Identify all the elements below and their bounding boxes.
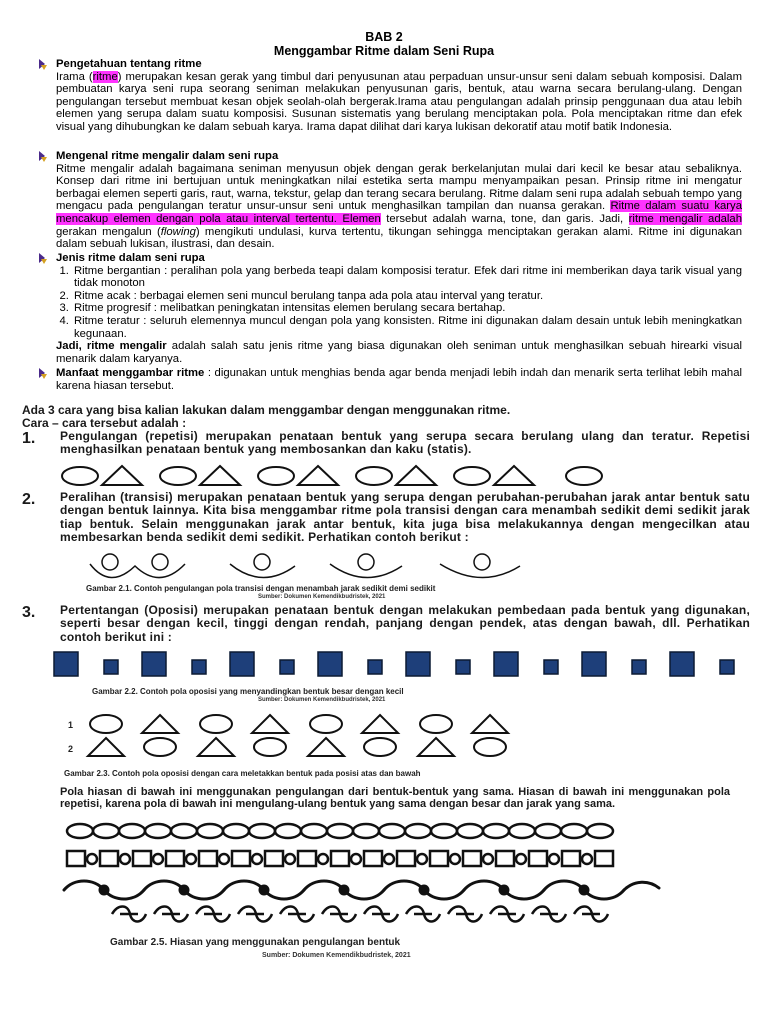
ritme-type-list: [38, 265, 742, 341]
row-label: 2: [68, 744, 74, 754]
list-item: 4. Ritme teratur : seluruh elemennya muncul dengan pola yang konsisten. Ritme ini digunakan dalam desain untuk lebih meningkatkan kegunaan.: [72, 315, 742, 340]
list-item: 2. Ritme acak : berbagai elemen seni muncul berulang tanpa ada pola atau interval yang teratur.: [72, 290, 742, 303]
opposition-position-figure: [88, 712, 528, 758]
section-heading: Mengenal ritme mengalir dalam seni rupa: [56, 150, 279, 162]
chapter-label: BAB 2: [365, 30, 403, 44]
figure-caption: Gambar 2.2. Contoh pola oposisi yang menyandingkan bentuk besar dengan kecil: [92, 687, 404, 696]
bullet-arrow-icon: [38, 59, 50, 71]
section-ritme-mengalir: [38, 150, 742, 251]
section-paragraph: Ritme mengalir adalah bagaimana seniman menyusun objek dengan gerak berkelanjutan mulai dari kecil ke besar atau sebaliknya. Konsep dari ritme ini bertujuan untuk meningkatkan nilai estetika serta mampu menyampaikan pesan. Prinsip ritme ini mengatur berbagai elemen seperti garis, raut, warna, tekstur, gelap dan terang secara berulang. Ritme dalam seni rupa adalah sebuah tempo yang mengacu pada pengulangan teratur unsur-unsur seni untuk menghasilkan tampilan dan nuansa gerakan. Ritme dalam suatu karya mencakup elemen dengan pola atau interval tertentu. Elemen tersebut adalah warna, tone, dan garis. Jadi, ritme mengalir adalah gerakan mengalun (flowing) mengikuti undulasi, kurva tertentu, tikungan sehingga menciptakan gerakan alami. Ritme ini digunakan dalam sebuah lukisan, ilustrasi, dan desain.: [56, 162, 742, 251]
figure-source: Sumber: Dokumen Kemendikbudristek, 2021: [258, 697, 386, 703]
section-paragraph: Irama (ritme) merupakan kesan gerak yang timbul dari penyusunan atau perpaduan unsur-unsur seni dalam sebuah komposisi. Dalam pembuatan karya seni rupa seorang seniman melakukan penyusunan garis, bentuk, atau warna secara berulang-ulang. Dengan pengulangan tersebut membuat kesan objek seolah-olah bergerak.Irama atau pengulangan adalah prinsip penggunaan dua atau lebih elemen yang serupa dalam suatu komposisi. Susunan sistematis yang berulang menciptakan pola. Pola menciptakan ritme dan efek visual yang dihubungkan ke dalam sebuah karya. Irama dapat dilihat dari karya lukisan dekoratif atau motif batik Indonesia.: [56, 70, 742, 133]
opposition-squares-figure: [52, 650, 752, 680]
chain-ornament-figure: [66, 822, 626, 840]
square-circle-ornament-figure: [66, 850, 616, 868]
bullet-arrow-icon: [38, 151, 50, 163]
bullet-arrow-icon: [38, 253, 50, 265]
section-heading: Jenis ritme dalam seni rupa: [56, 252, 205, 264]
repetition-shapes-figure: [58, 434, 618, 484]
figure-caption: Gambar 2.5. Hiasan yang menggunakan pengulangan bentuk: [110, 937, 401, 948]
figure-caption: Gambar 2.3. Contoh pola oposisi dengan cara meletakkan bentuk pada posisi atas dan bawah: [64, 769, 421, 778]
scroll-ornament-figure: [64, 878, 664, 902]
section-manfaat: [38, 367, 742, 392]
conclusion-paragraph: Jadi, ritme mengalir adalah salah satu jenis ritme yang biasa digunakan oleh seniman untuk menghasilkan sebuah hirearki visual menarik dalam karyanya.: [56, 340, 742, 365]
method-oposisi: 3. Pertentangan (Oposisi) merupakan penataan bentuk dengan melakukan pembedaan pada bentuk yang digunakan, seperti besar dengan kecil, tinggi dengan rendah, panjang dengan pendek, atas dengan bawah, dll. Perhatikan contoh berikut ini :: [22, 603, 750, 644]
highlighted-text: ritme mengalir adalah: [628, 212, 742, 225]
section-heading: Pengetahuan tentang ritme: [56, 58, 202, 70]
figure-caption: Gambar 2.1. Contoh pengulangan pola transisi dengan menambah jarak sedikit demi sedikit: [86, 584, 436, 593]
list-item: 3. Ritme progresif : melibatkan peningkatan intensitas elemen berulang secara bertahap.: [72, 302, 742, 315]
bullet-arrow-icon: [38, 368, 50, 380]
page-title: Menggambar Ritme dalam Seni Rupa: [273, 44, 495, 58]
figure-source: Sumber: Dokumen Kemendikbudristek, 2021: [258, 594, 386, 600]
section-jenis-ritme: [38, 252, 742, 365]
highlighted-text: ritme: [92, 70, 118, 83]
method-repetisi: 1. Pengulangan (repetisi) merupakan penataan bentuk yang serupa secara berulang ulang dan teratur. Repetisi menghasilkan penataan bentuk yang membosankan dan kaku (statis).: [22, 429, 750, 457]
scan-intro: Ada 3 cara yang bisa kalian lakukan dalam menggambar dengan menggunakan ritme. Cara – cara tersebut adalah :: [22, 403, 511, 431]
figure-source: Sumber: Dokumen Kemendikbudristek, 2021: [262, 952, 411, 959]
highlighted-text: Ritme dalam suatu karya mencakup elemen dengan pola atau interval tertentu. Elemen: [56, 200, 742, 225]
transition-smiley-figure: [90, 552, 550, 586]
leaf-ornament-figure: [110, 904, 620, 924]
hiasan-paragraph: Pola hiasan di bawah ini menggunakan pengulangan dari bentuk-bentuk yang sama. Hiasan di bawah ini menggunakan pola repetisi, karena pola di bawah ini mengulang-ulang bentuk yang sama dengan besar dan jarak yang sama.: [60, 786, 730, 810]
section-paragraph: Manfaat menggambar ritme : digunakan untuk menghias benda agar benda menjadi lebih indah dan menarik serta terlihat lebih mahal karena hiasan tersebut.: [56, 367, 742, 392]
method-transisi: 2. Peralihan (transisi) merupakan penataan bentuk yang serupa dengan perubahan-perubahan jarak antar bentuk satu dengan bentuk lainnya. Kita bisa menggambar ritme pola transisi dengan cara menambah sedikit demi sedikit jarak tiap bentuk. Selain menggunakan jarak antar bentuk, kita juga bisa melakukannya dengan mengecilkan atau membesarkan benda sedikit demi sedikit. Perhatikan contoh berikut :: [22, 490, 750, 545]
section-pengetahuan: [38, 58, 742, 134]
list-item: 1. Ritme bergantian : peralihan pola yang berbeda teapi dalam komposisi teratur. Efek dari ritme ini memberikan daya tarik visual yang tidak monoton: [72, 265, 742, 290]
row-label: 1: [68, 720, 74, 730]
